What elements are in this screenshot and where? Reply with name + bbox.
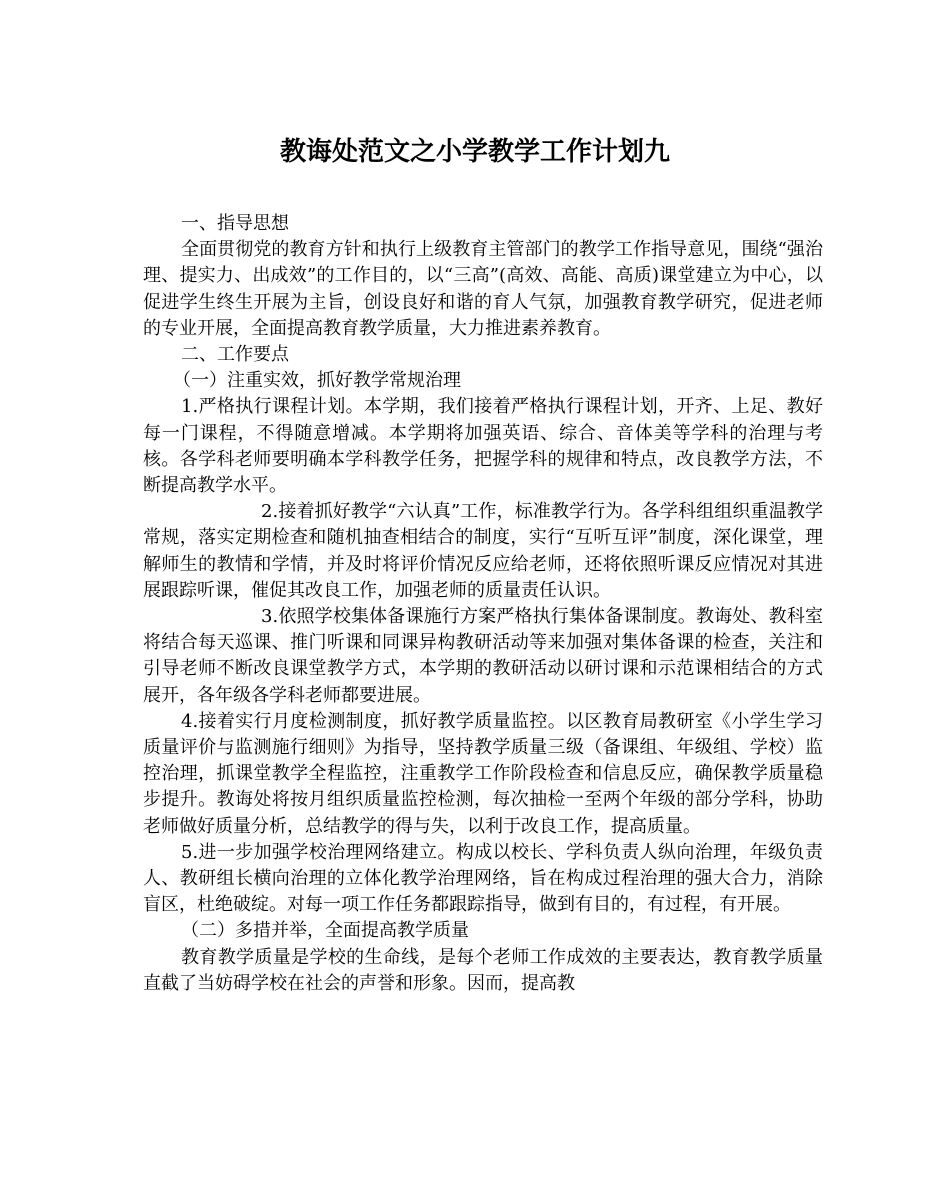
paragraph-item-1: 1.严格执行课程计划。本学期，我们接着严格执行课程计划，开齐、上足、教好每一门课程，不得随意增减。本学期将加强英语、综合、音体美等学科的治理与考核。各学科老师要明确本学科教学任务，把握学科的规律和特点，改良教学方法，不断提高教学水平。 <box>143 396 823 497</box>
subsection-heading-teaching-routine: （一）注重实效，抓好教学常规治理 <box>173 370 461 392</box>
section-heading-guiding-ideology: 一、指导思想 <box>181 213 289 234</box>
paragraph-item-4: 4.接着实行月度检测制度，抓好教学质量监控。以区教育局教研室《小学生学习质量评价与监测施行细则》为指导，坚持教学质量三级（备课组、年级组、学校）监控治理，抓课堂教学全程监控，注重教学工作阶段检查和信息反应，确保教学质量稳步提升。教诲处将按月组织质量监控检测，每次抽检一至两个年级的部分学科，协助老师做好质量分析，总结教学的得与失，以利于改良工作，提高质量。 <box>143 710 823 837</box>
document-title: 教诲处范文之小学教学工作计划九 <box>279 137 670 167</box>
paragraph-item-5: 5.进一步加强学校治理网络建立。构成以校长、学科负责人纵向治理，年级负责人、教研组长横向治理的立体化教学治理网络，旨在构成过程治理的强大合力，消除盲区，杜绝破绽。对每一项工作任务都跟踪指导，做到有目的，有过程，有开展。 <box>143 841 823 916</box>
paragraph-item-3: 3.依照学校集体备课施行方案严格执行集体备课制度。教诲处、教科室将结合每天巡课、推门听课和同课异构教研活动等来加强对集体备课的检查，关注和引导老师不断改良课堂教学方式，本学期的教研活动以研讨课和示范课相结合的方式展开，各年级各学科老师都要进展。 <box>143 606 823 706</box>
subsection-heading-teaching-quality: （二）多措并举，全面提高教学质量 <box>181 920 469 942</box>
paragraph-guiding-ideology: 全面贯彻党的教育方针和执行上级教育主管部门的教学工作指导意见，围绕“强治理、提实力、出成效”的工作目的，以“三高”(高效、高能、高质)课堂建立为中心，以促进学生终生开展为主旨，创设良好和谐的育人气氛，加强教育教学研究，促进老师的专业开展，全面提高教育教学质量，大力推进素养教育。 <box>143 239 823 339</box>
section-heading-work-points: 二、工作要点 <box>181 344 289 366</box>
paragraph-teaching-quality: 教育教学质量是学校的生命线，是每个老师工作成效的主要表达，教育教学质量直截了当妨碍学校在社会的声誉和形象。因而，提高教 <box>143 946 823 994</box>
paragraph-item-2: 2.接着抓好教学“六认真”工作，标准教学行为。各学科组组织重温教学常规，落实定期检查和随机抽查相结合的制度，实行“互听互评”制度，深化课堂，理解师生的教情和学情，并及时将评价情况反应给老师，还将依照听课反应情况对其进展跟踪听课，催促其改良工作，加强老师的质量责任认识。 <box>143 501 823 601</box>
document-body <box>143 211 823 997</box>
